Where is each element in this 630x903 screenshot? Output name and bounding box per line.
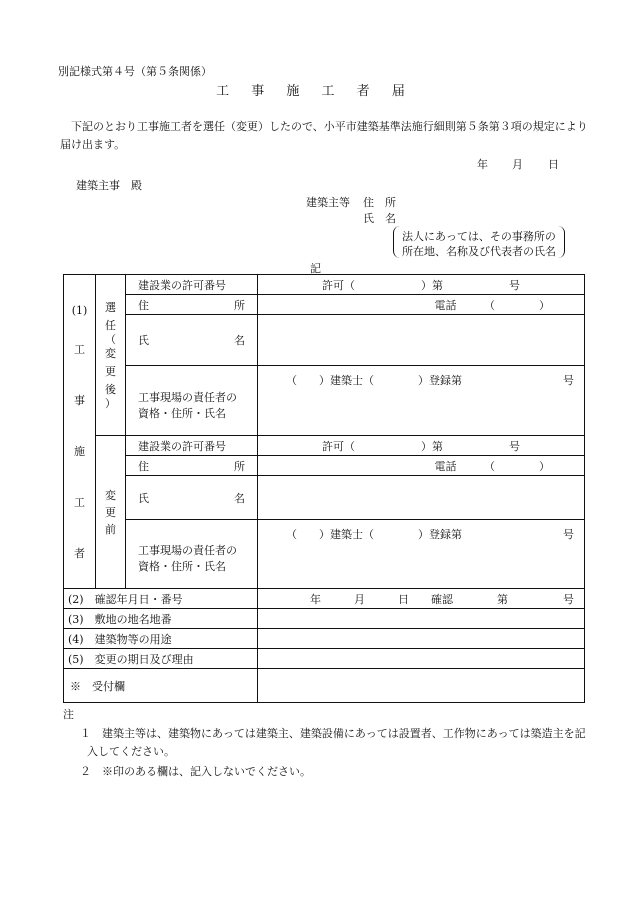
architect-value-after[interactable]: （ ）建築士（ ）登録第 号 [258,366,585,436]
note-2: ２ ※印のある欄は、記入しないでください。 [80,765,311,778]
phone-value-before[interactable]: 電話 （ ） [258,456,585,476]
license-label-before: 建設業の許可番号 [126,436,258,456]
address-label: 住 所 [126,295,258,315]
name-value-after[interactable] [258,315,585,366]
addressee: 建築主事 殿 [76,179,142,192]
building-use-value[interactable] [258,629,585,649]
date-month: 月 [512,158,523,171]
corp-note-line1: 法人にあっては、その事務所の [402,230,556,243]
intro-paragraph: 下記のとおり工事施工者を選任（変更）したので、小平市建築基準法施行細則第５条第３項の規定により届け出ます。 [60,120,588,151]
confirmation-value[interactable]: 年 月 日 確認 第 号 [258,589,585,609]
manager-label: 工事現場の責任者の 資格・住所・氏名 [126,366,258,436]
corp-note-line2: 所在地、名称及び代表者の氏名 [402,245,556,258]
appointed-label: 選 任 （ 変 更 後 ） [96,275,126,436]
owner-label: 建築主等 [306,196,350,209]
license-value-before[interactable]: 許可（ ）第 号 [258,436,585,456]
change-reason-value[interactable] [258,649,585,669]
date-day: 日 [548,158,559,171]
architect-value-before[interactable]: （ ）建築士（ ）登録第 号 [258,520,585,589]
section1-label: (1) 工 事 施 工 者 [64,275,96,589]
site-address-value[interactable] [258,609,585,629]
before-change-label: 変 更 前 [96,436,126,589]
reception-value [258,669,585,703]
address-label-before: 住 所 [126,456,258,476]
manager-label-before: 工事現場の責任者の 資格・住所・氏名 [126,520,258,589]
note-1-line1: １ 建築主等は、建築物にあっては建築主、建築設備にあっては設置者、工作物にあっては築造主を記 [80,727,586,740]
owner-address-label: 住 所 [363,196,396,209]
license-value-after[interactable]: 許可（ ）第 号 [258,275,585,295]
form-title: 工 事 施 工 者 届 [216,84,414,99]
name-label: 氏 名 [126,315,258,366]
name-label-before: 氏 名 [126,476,258,520]
corporation-note [393,226,565,258]
building-use-label: (4) 建築物等の用途 [64,629,258,649]
owner-name-label: 氏 名 [363,212,396,225]
phone-value-after[interactable]: 電話 （ ） [258,295,585,315]
change-reason-label: (5) 変更の期日及び理由 [64,649,258,669]
date-year: 年 [477,158,488,171]
name-value-before[interactable] [258,476,585,520]
reception-label: ※ 受付欄 [64,669,258,703]
notes-heading: 注 [63,708,74,721]
site-address-label: (3) 敷地の地名地番 [64,609,258,629]
note-1-line2: 入してください。 [87,745,175,758]
confirmation-label: (2) 確認年月日・番号 [64,589,258,609]
ki-heading: 記 [310,262,321,275]
construction-contractor-table [63,274,585,703]
license-label: 建設業の許可番号 [126,275,258,295]
form-number: 別記様式第４号（第５条関係） [58,65,212,78]
